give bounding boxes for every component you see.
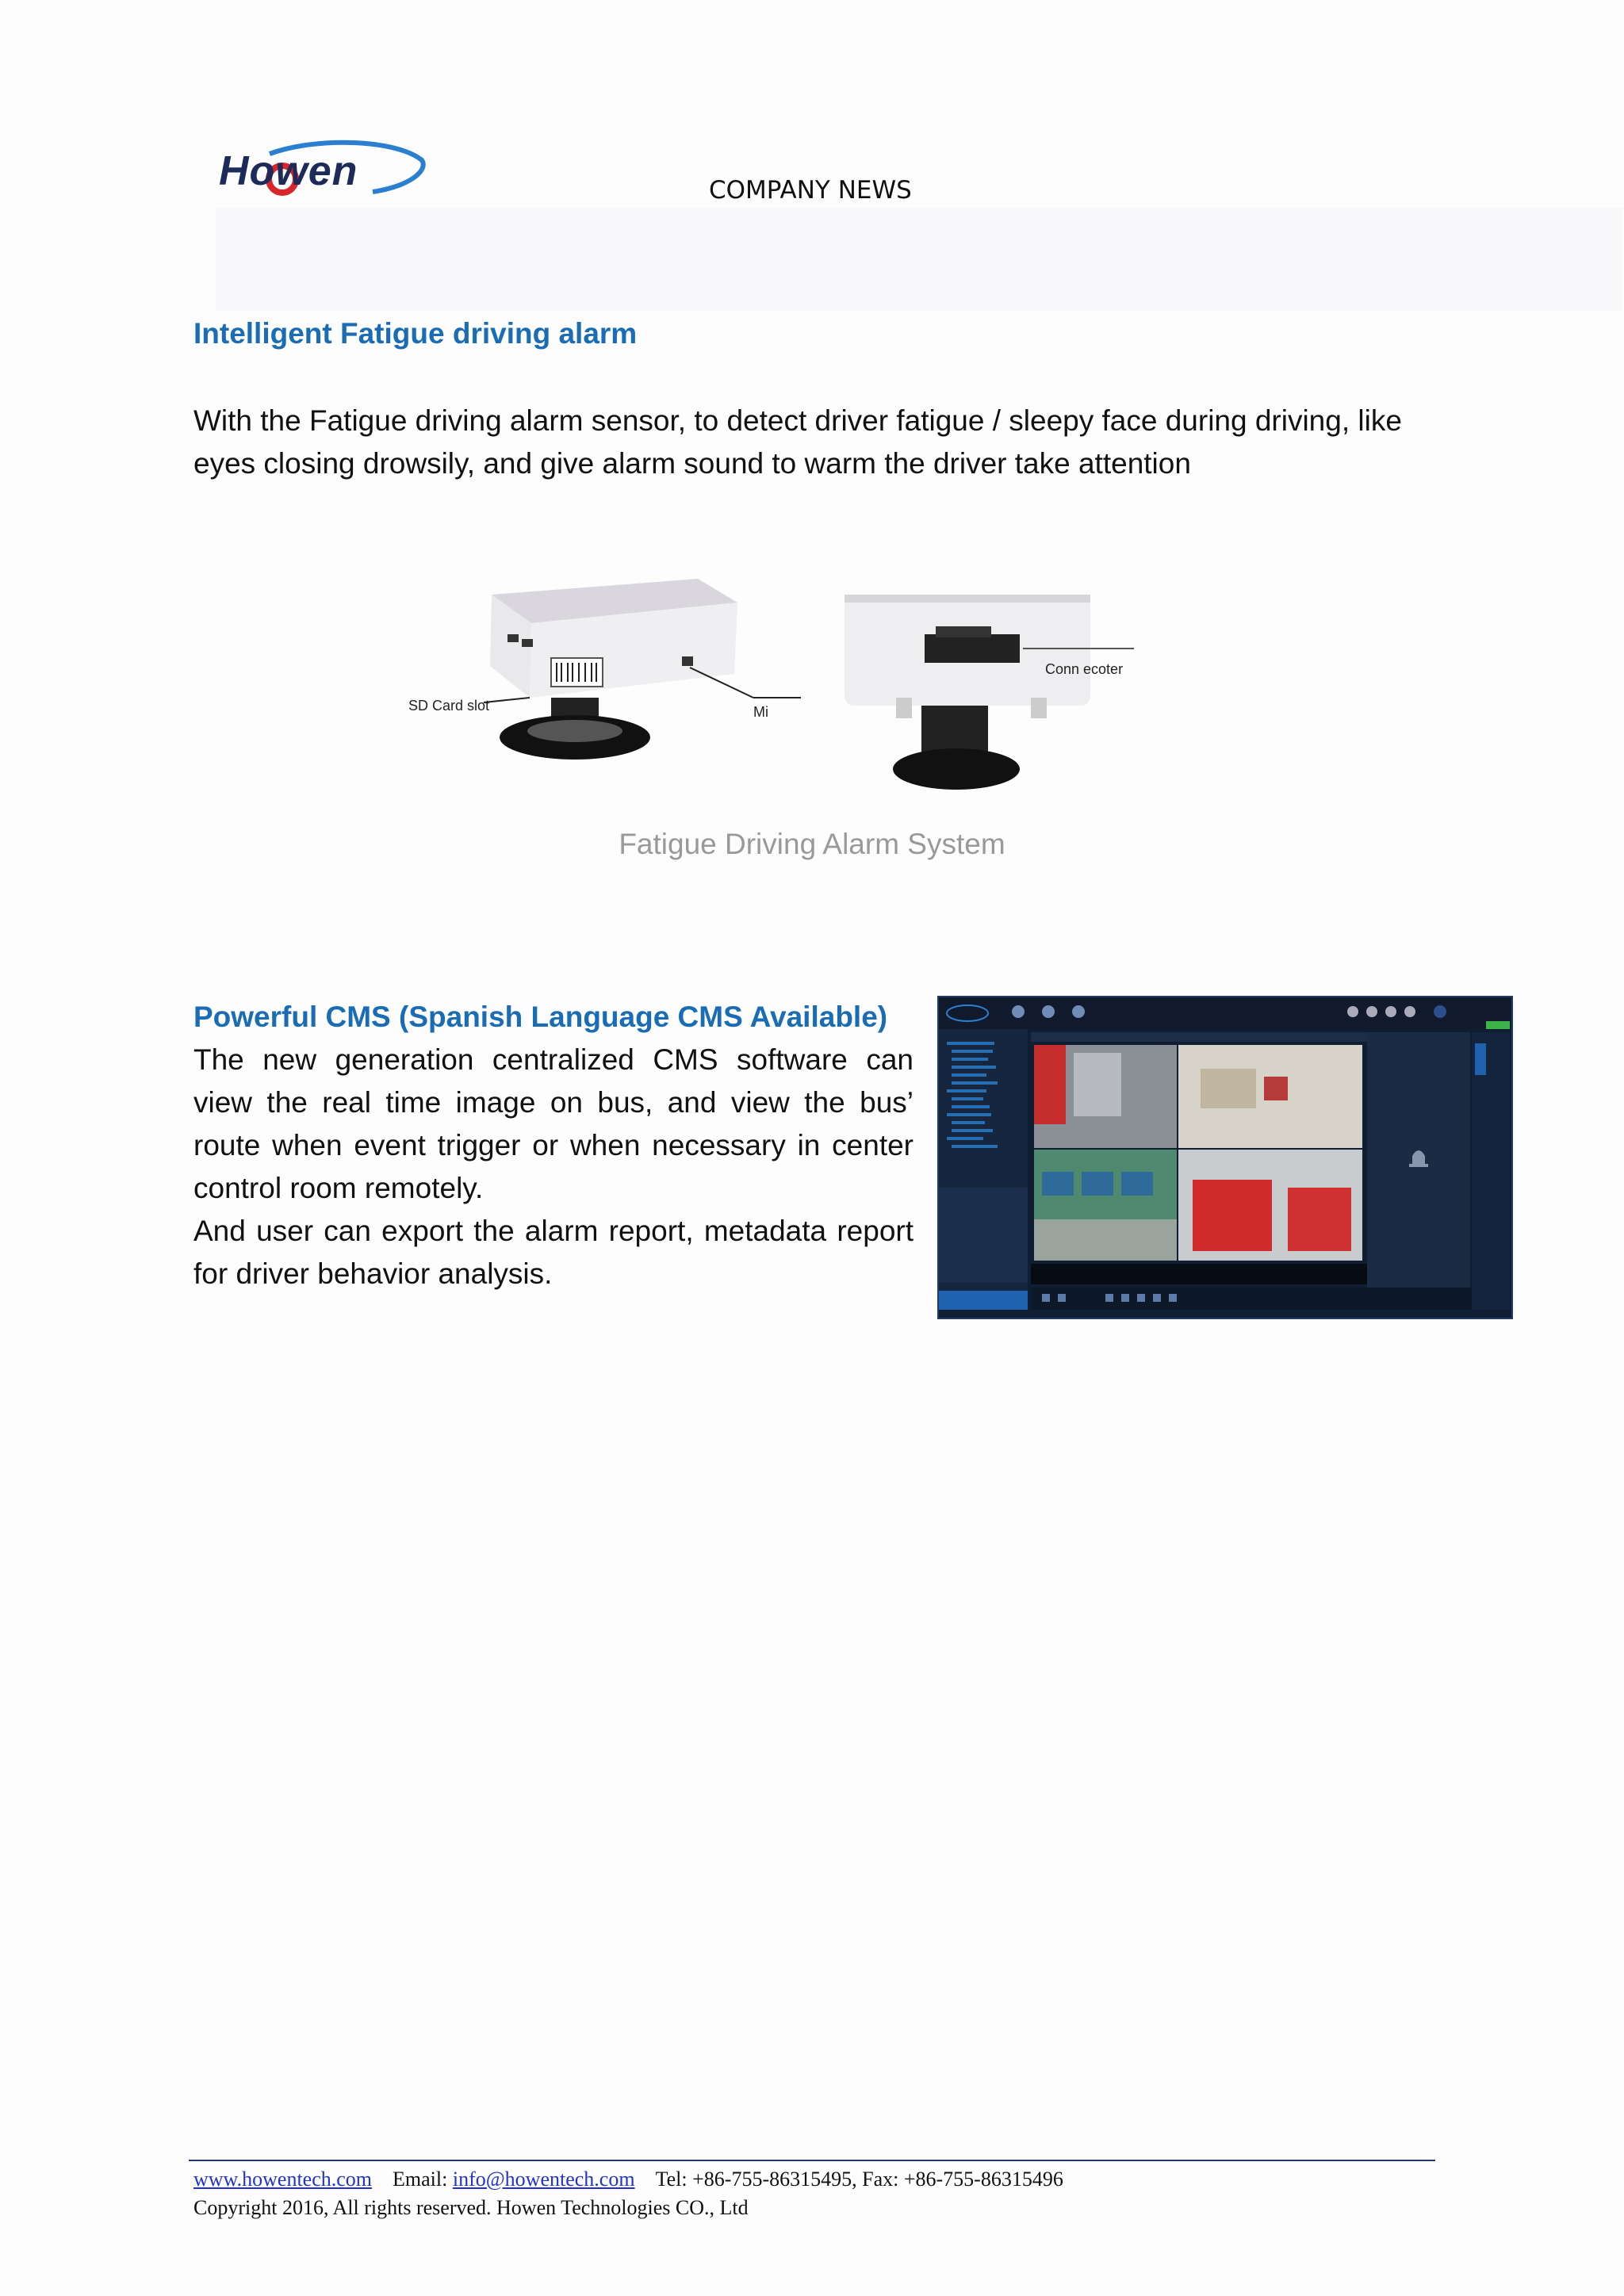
footer-copyright: Copyright 2016, All rights reserved. Howen Technologies CO., Ltd — [193, 2196, 749, 2219]
fatigue-alarm-photo — [389, 547, 1261, 809]
sd-card-label: SD Card slot — [408, 698, 490, 714]
cms-software-illustration — [939, 997, 1513, 1319]
cms-paragraph-1: The new generation centralized CMS software can view the real time image on bus, and view the bus’ route when event trigger or when necessary in center control room remotely. — [193, 1043, 914, 1204]
fatigue-device-illustration — [389, 547, 1261, 809]
section-heading-fatigue: Intelligent Fatigue driving alarm — [193, 317, 638, 350]
section-body-fatigue: With the Fatigue driving alarm sensor, to detect driver fatigue / sleepy face during driving, like eyes closing drowsily, and give alarm sound to warm the driver take attention — [193, 404, 1402, 480]
company-logo — [214, 140, 428, 203]
photo-caption: Fatigue Driving Alarm System — [619, 828, 1005, 860]
footer-contact — [193, 2168, 1063, 2191]
cms-paragraph-2: And user can export the alarm report, metadata report for driver behavior analysis. — [193, 1215, 914, 1290]
cms-screenshot — [937, 996, 1513, 1319]
email-label: Email: — [393, 2168, 448, 2191]
footer-divider — [189, 2160, 1435, 2161]
email-link[interactable]: info@howentech.com — [452, 2168, 635, 2191]
header-band — [216, 208, 1622, 311]
section-body-cms — [193, 1039, 914, 1295]
connector-label: Conn ecoter — [1045, 661, 1124, 677]
mi-label: Mi — [753, 704, 768, 720]
phone-fax: Tel: +86-755-86315495, Fax: +86-755-86315496 — [655, 2168, 1063, 2191]
section-heading-cms: Powerful CMS (Spanish Language CMS Available) — [193, 1001, 888, 1033]
website-link[interactable]: www.howentech.com — [193, 2168, 373, 2191]
header-title: COMPANY NEWS — [709, 176, 912, 205]
logo-text: Howen — [219, 148, 358, 194]
